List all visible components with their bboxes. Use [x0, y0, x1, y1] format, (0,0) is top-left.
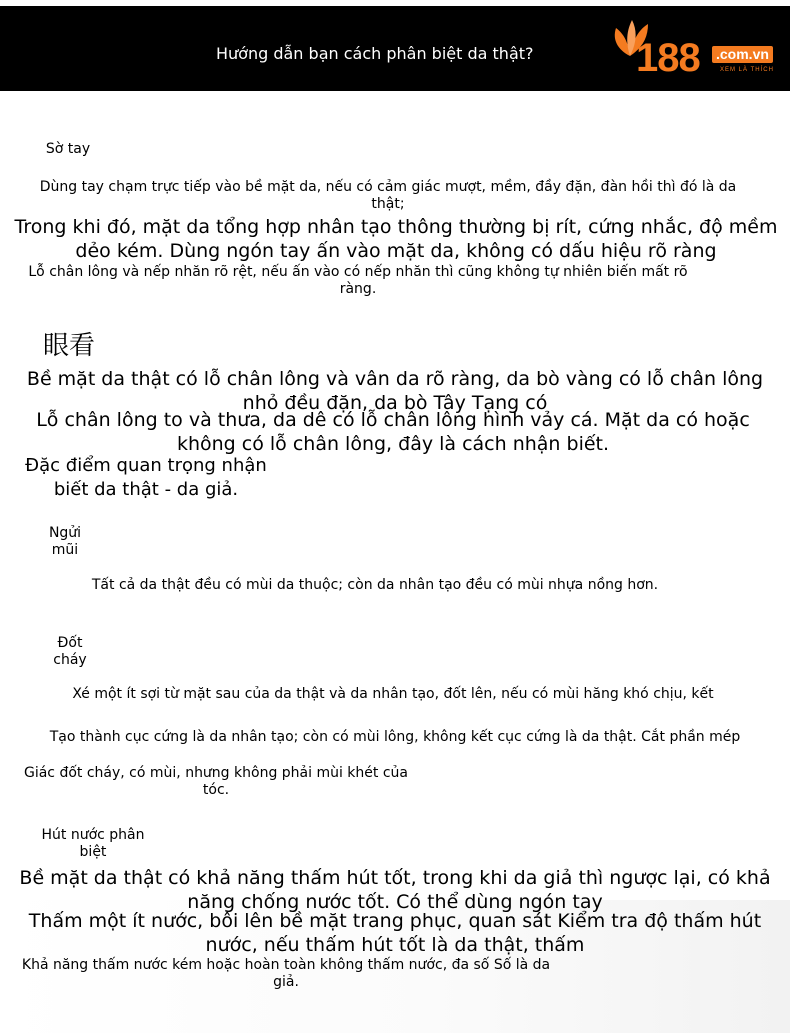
absorb-text-2: Thấm một ít nước, bôi lên bề mặt trang phục, quan sát Kiểm tra độ thấm hút nước, nếu thấm hút tốt là da thật, thấm — [28, 910, 762, 956]
brand-logo[interactable] — [606, 16, 786, 91]
touch-text-3: Lỗ chân lông và nếp nhăn rõ rệt, nếu ấn vào có nếp nhăn thì cũng không tự nhiên biến mất rõ ràng. — [28, 264, 688, 297]
logo-domain: .com.vn — [712, 46, 773, 63]
touch-text-2: Trong khi đó, mặt da tổng hợp nhân tạo thông thường bị rít, cứng nhắc, độ mềm dẻo kém. Dùng ngón tay ấn vào mặt da, không có dấu hiệu rõ ràng — [14, 216, 778, 262]
absorb-text-3: Khả năng thấm nước kém hoặc hoàn toàn không thấm nước, đa số Số là da giả. — [21, 957, 551, 990]
absorb-text-1: Bề mặt da thật có khả năng thấm hút tốt, trong khi da giả thì ngược lại, có khả năng chống nước tốt. Có thể dùng ngón tay — [19, 867, 771, 913]
burn-text-1: Xé một ít sợi từ mặt sau của da thật và da nhân tạo, đốt lên, nếu có mùi hăng khó chịu, kết — [72, 686, 714, 702]
smell-heading: Ngửi mũi — [48, 525, 82, 558]
touch-heading: Sờ tay — [45, 141, 91, 157]
burn-text-2: Tạo thành cục cứng là da nhân tạo; còn có mùi lông, không kết cục cứng là da thật. Cắt phần mép — [49, 729, 741, 745]
burn-text-3: Giác đốt cháy, có mùi, nhưng không phải mùi khét của tóc. — [23, 765, 408, 798]
smell-text-1: Tất cả da thật đều có mùi da thuộc; còn da nhân tạo đều có mùi nhựa nồng hơn. — [91, 577, 659, 593]
absorb-heading: Hút nước phân biệt — [41, 827, 145, 860]
look-text-1: Bề mặt da thật có lỗ chân lông và vân da rõ ràng, da bò vàng có lỗ chân lông nhỏ đều đặn, da bò Tây Tạng có — [26, 368, 764, 414]
burn-heading: Đốt cháy — [53, 635, 87, 668]
logo-tagline: XEM LÀ THÍCH — [720, 67, 774, 73]
touch-text-1: Dùng tay chạm trực tiếp vào bề mặt da, nếu có cảm giác mượt, mềm, đầy đặn, đàn hồi thì đó là da thật; — [39, 179, 737, 212]
look-heading: 眼看 — [42, 331, 95, 361]
logo-number: 188 — [636, 36, 700, 80]
header-banner — [0, 6, 790, 91]
look-text-2: Lỗ chân lông to và thưa, da dê có lỗ chân lông hình vảy cá. Mặt da có hoặc không có lỗ chân lông, đây là cách nhận biết. — [36, 409, 750, 455]
page-title: Hướng dẫn bạn cách phân biệt da thật? — [216, 44, 534, 63]
look-text-3: Đặc điểm quan trọng nhận biết da thật - da giả. — [25, 455, 267, 500]
